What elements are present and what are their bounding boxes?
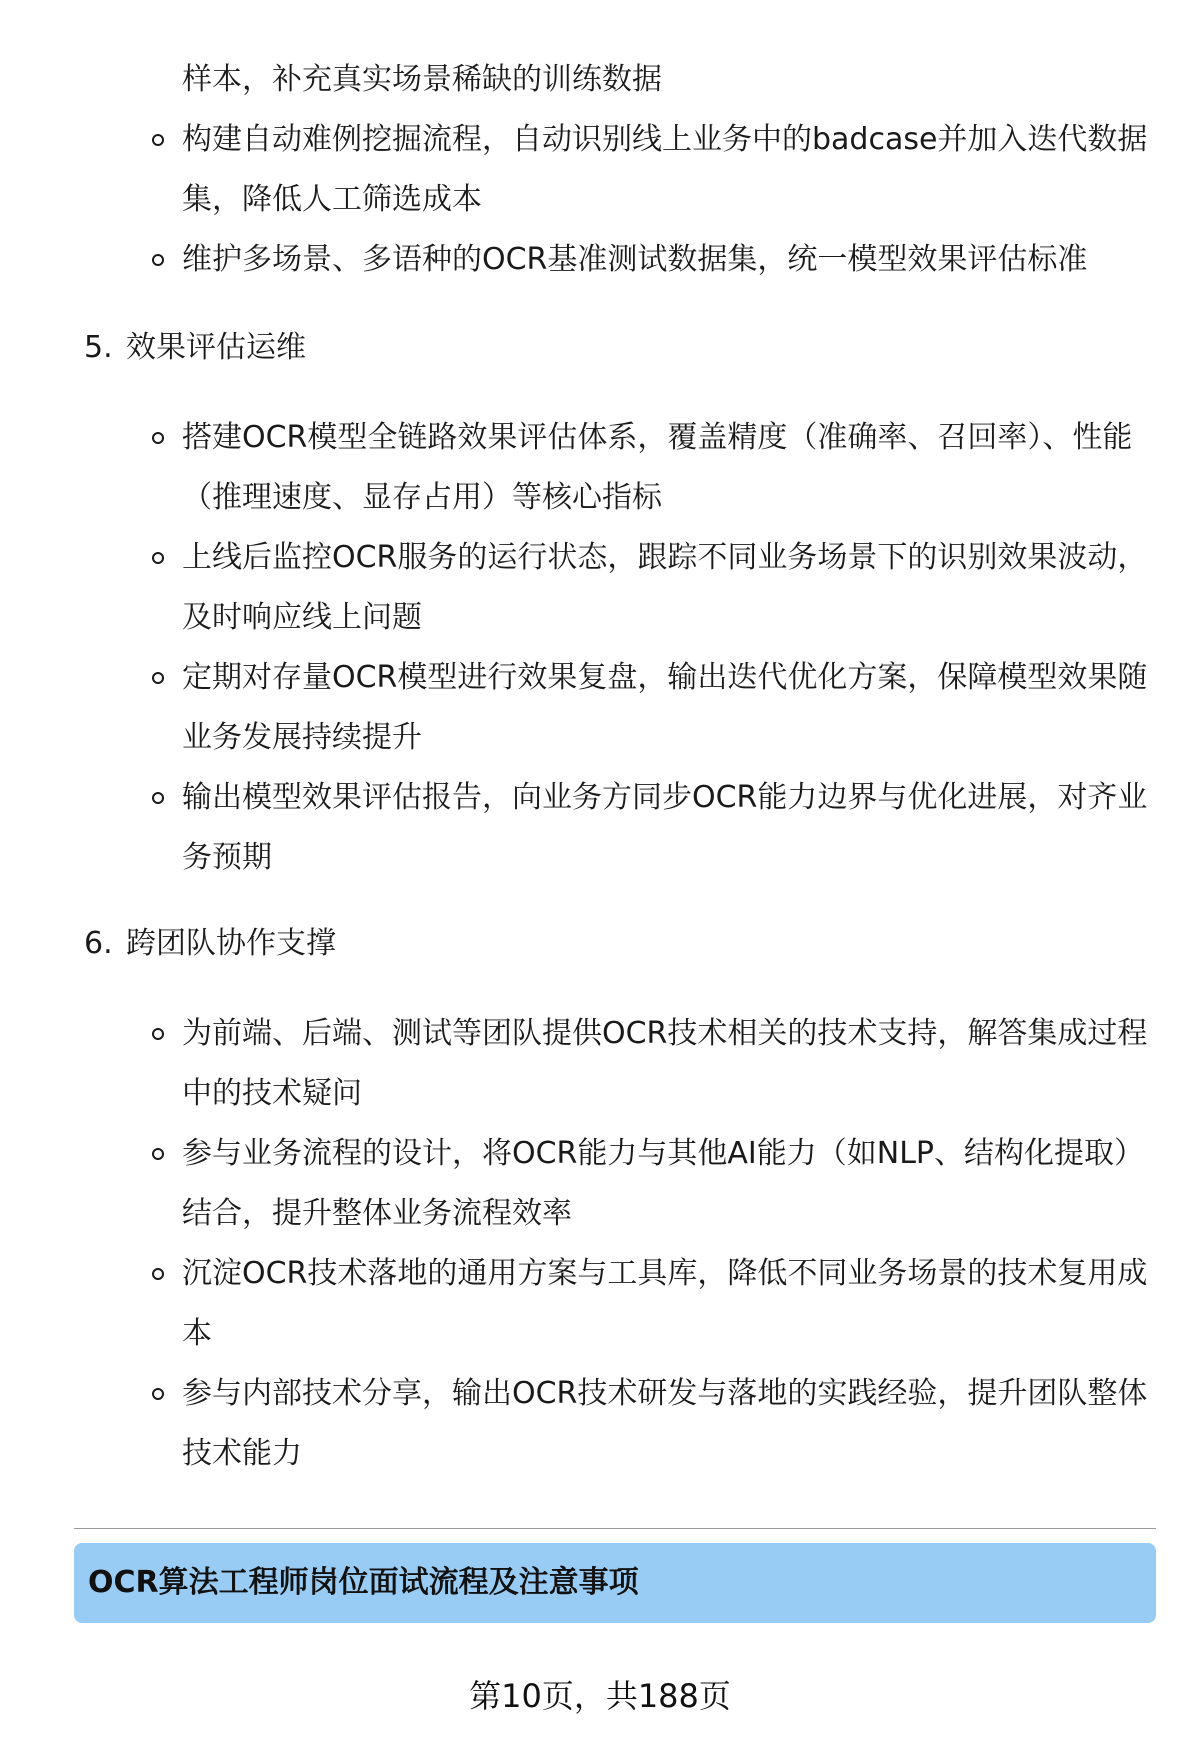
bullet-icon (152, 1148, 164, 1160)
section-number: 5. (84, 330, 113, 365)
banner-title: OCR算法工程师岗位面试流程及注意事项 (88, 1565, 639, 1600)
section-title: 跨团队协作支撑 (126, 926, 336, 961)
section-title: 效果评估运维 (126, 330, 306, 365)
list-line: 沉淀OCR技术落地的通用方案与工具库，降低不同业务场景的技术复用成 (182, 1256, 1148, 1291)
bullet-icon (152, 134, 164, 146)
list-line: 维护多场景、多语种的OCR基准测试数据集，统一模型效果评估标准 (182, 242, 1088, 277)
list-line: 上线后监控OCR服务的运行状态，跟踪不同业务场景下的识别效果波动， (182, 540, 1148, 575)
list-line: 集，降低人工筛选成本 (182, 182, 482, 217)
list-line: 为前端、后端、测试等团队提供OCR技术相关的技术支持，解答集成过程 (182, 1016, 1148, 1051)
bullet-icon (152, 432, 164, 444)
page-number: 第10页，共188页 (469, 1677, 731, 1715)
bullet-icon (152, 672, 164, 684)
bullet-icon (152, 1388, 164, 1400)
list-line: 输出模型效果评估报告，向业务方同步OCR能力边界与优化进展，对齐业 (182, 780, 1148, 815)
list-line: 技术能力 (182, 1436, 302, 1471)
bullet-icon (152, 552, 164, 564)
list-line: 结合，提升整体业务流程效率 (182, 1196, 572, 1231)
section-number: 6. (84, 926, 113, 961)
list-line: 参与内部技术分享，输出OCR技术研发与落地的实践经验，提升团队整体 (182, 1376, 1148, 1411)
list-line: 构建自动难例挖掘流程，自动识别线上业务中的badcase并加入迭代数据 (182, 122, 1148, 157)
list-line: 务预期 (182, 840, 272, 875)
list-line: 及时响应线上问题 (182, 600, 422, 635)
section-banner (74, 1543, 1156, 1623)
bullet-icon (152, 1268, 164, 1280)
list-line: 定期对存量OCR模型进行效果复盘，输出迭代优化方案，保障模型效果随 (182, 660, 1148, 695)
list-line: 中的技术疑问 (182, 1076, 362, 1111)
list-line: 搭建OCR模型全链路效果评估体系，覆盖精度（准确率、召回率）、性能 (182, 420, 1133, 455)
list-line: 样本，补充真实场景稀缺的训练数据 (182, 62, 662, 97)
divider (74, 1528, 1156, 1529)
bullet-icon (152, 254, 164, 266)
bullet-icon (152, 1028, 164, 1040)
list-line: （推理速度、显存占用）等核心指标 (182, 480, 662, 515)
bullet-icon (152, 792, 164, 804)
list-line: 本 (182, 1316, 212, 1351)
list-line: 业务发展持续提升 (182, 720, 422, 755)
list-line: 参与业务流程的设计，将OCR能力与其他AI能力（如NLP、结构化提取） (182, 1136, 1145, 1171)
